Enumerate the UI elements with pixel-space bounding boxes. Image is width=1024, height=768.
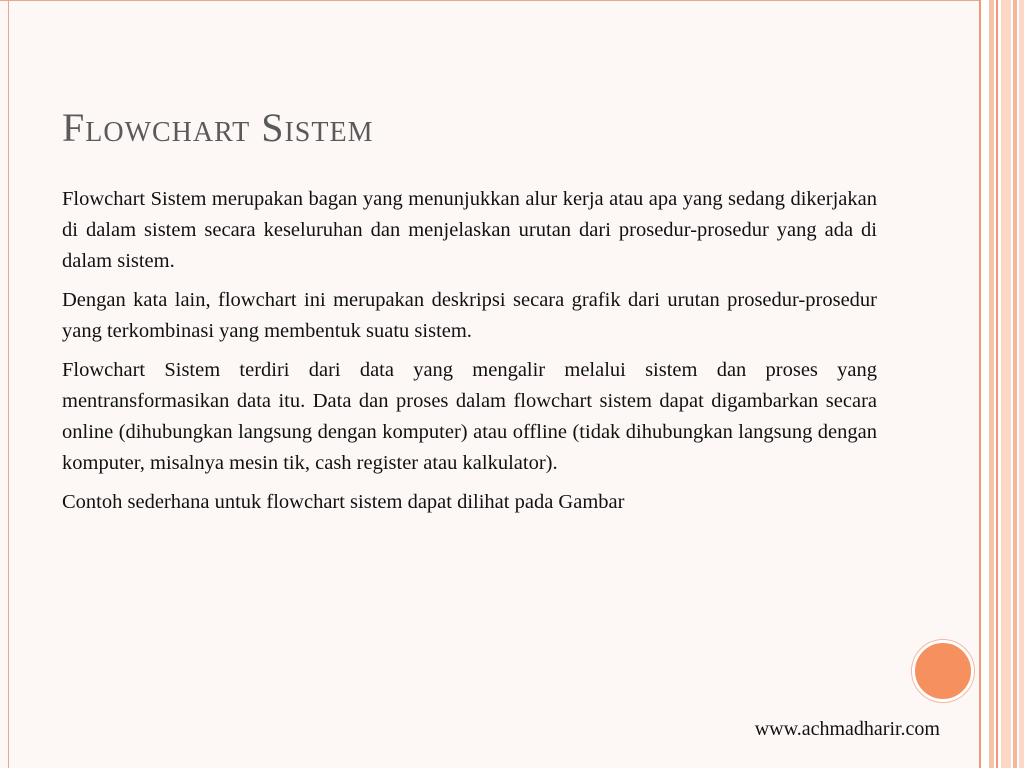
- slide-body: [62, 184, 877, 526]
- slide-title: Flowchart Sistem: [62, 105, 374, 150]
- stripe: [996, 0, 998, 768]
- paragraph: Flowchart Sistem terdiri dari data yang mengalir melalui sistem dan proses yang mentransformasikan data itu. Data dan proses dalam flowchart sistem dapat digambarkan secara online (dihubungkan langsung dengan komputer) atau offline (tidak dihubungkan langsung dengan komputer, misalnya mesin tik, cash register atau kalkulator).: [62, 359, 877, 474]
- decorative-circle: [912, 640, 974, 702]
- footer-url[interactable]: www.achmadharir.com: [754, 718, 940, 740]
- stripe: [1001, 0, 1011, 768]
- stripe: [989, 0, 994, 768]
- stripe: [1013, 0, 1017, 768]
- stripe: [1019, 0, 1024, 768]
- paragraph: Dengan kata lain, flowchart ini merupakan deskripsi secara grafik dari urutan prosedur-prosedur yang terkombinasi yang membentuk suatu sistem.: [62, 289, 877, 342]
- paragraph: Flowchart Sistem merupakan bagan yang menunjukkan alur kerja atau apa yang sedang dikerjakan di dalam sistem secara keseluruhan dan menjelaskan urutan dari prosedur-prosedur yang ada di dalam sistem.: [62, 188, 877, 272]
- decorative-stripes: [979, 0, 1024, 768]
- frame-top-border: [0, 0, 979, 1]
- paragraph: Contoh sederhana untuk flowchart sistem dapat dilihat pada Gambar: [62, 491, 625, 513]
- frame-left-border: [8, 0, 9, 768]
- stripe: [979, 0, 981, 768]
